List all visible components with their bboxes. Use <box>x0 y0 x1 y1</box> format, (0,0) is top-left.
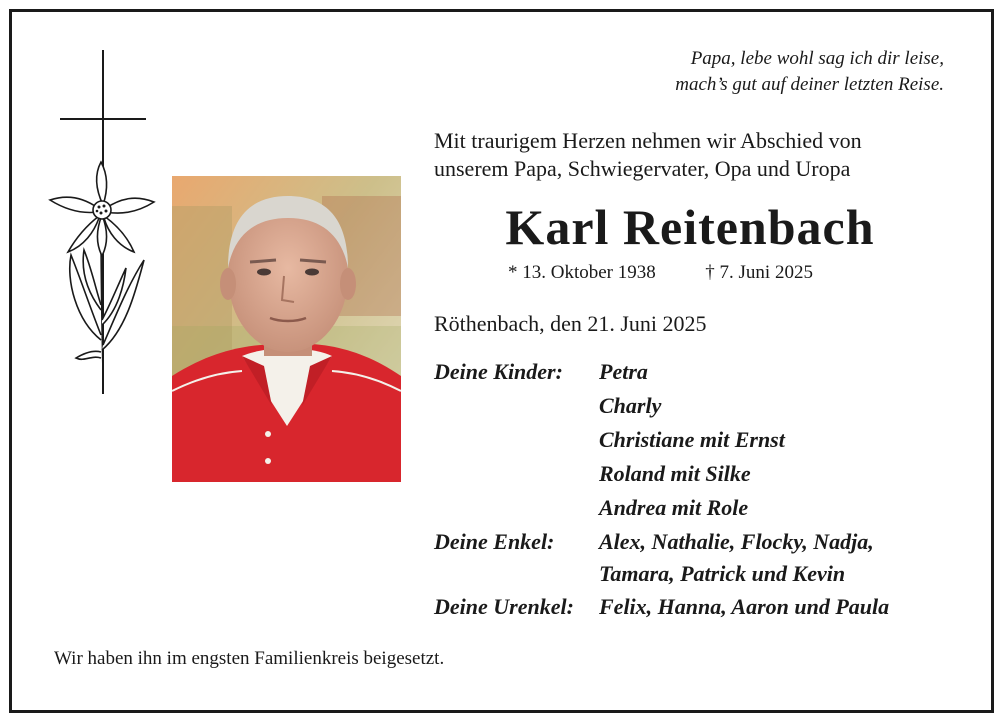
grandchildren-line: Alex, Nathalie, Flocky, Nadja, <box>599 529 874 554</box>
greatgrandchildren-line: Felix, Hanna, Aaron und Paula <box>599 594 890 619</box>
life-dates <box>508 262 813 284</box>
child-name: Andrea mit Role <box>599 495 749 520</box>
intro-line-1: Mit traurigem Herzen nehmen wir Abschied von <box>434 128 862 153</box>
poem-quote <box>675 46 944 98</box>
poem-line-2: mach’s gut auf deiner letzten Reise. <box>675 74 944 95</box>
birth-date: * 13. Oktober 1938 <box>508 262 656 283</box>
greatgrandchildren-label: Deine Urenkel: <box>434 594 574 619</box>
child-name: Roland mit Silke <box>599 461 751 486</box>
burial-note: Wir haben ihn im engsten Familienkreis beigesetzt. <box>54 648 445 669</box>
grandchildren-line: Tamara, Patrick und Kevin <box>599 561 846 586</box>
child-name: Charly <box>599 393 662 418</box>
place-date: Röthenbach, den 21. Juni 2025 <box>434 311 707 336</box>
portrait-photo <box>172 176 401 482</box>
intro-text <box>434 127 862 183</box>
deceased-name: Karl Reitenbach <box>505 199 875 255</box>
children-label: Deine Kinder: <box>434 359 563 384</box>
edelweiss-icon <box>46 160 161 385</box>
death-date: † 7. Juni 2025 <box>705 262 813 283</box>
intro-line-2: unserem Papa, Schwiegervater, Opa und Uropa <box>434 156 851 181</box>
child-name: Petra <box>599 359 648 384</box>
child-name: Christiane mit Ernst <box>599 427 785 452</box>
grandchildren-label: Deine Enkel: <box>434 529 555 554</box>
poem-line-1: Papa, lebe wohl sag ich dir leise, <box>690 48 944 69</box>
